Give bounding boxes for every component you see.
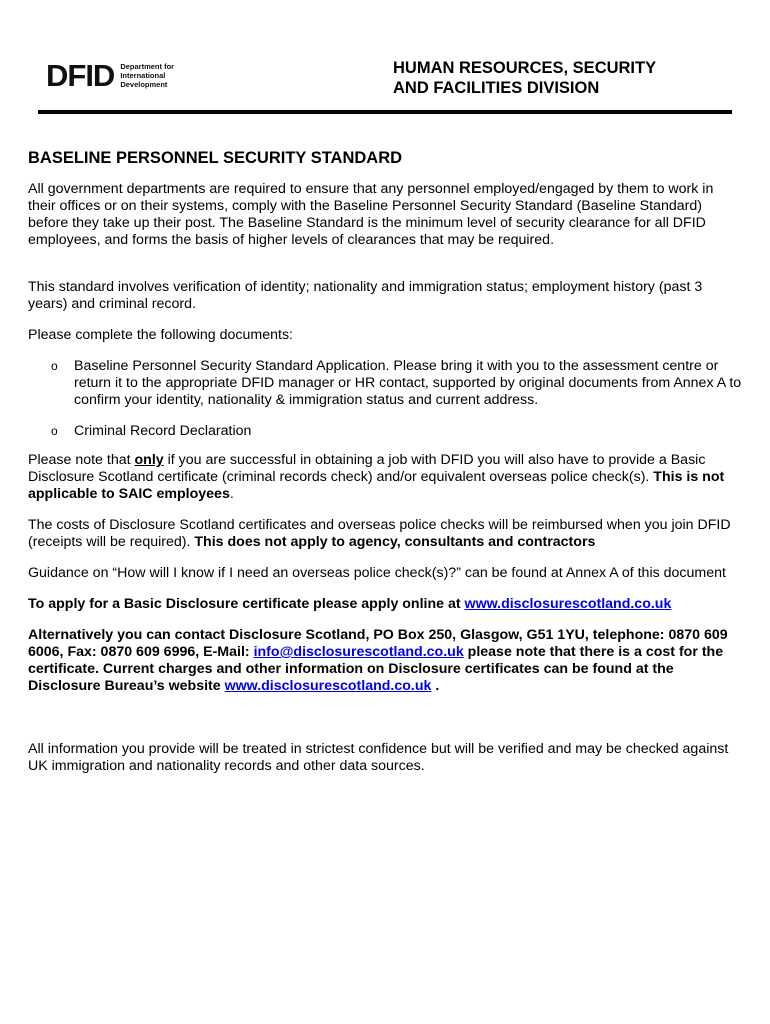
- text-run: .: [431, 678, 440, 694]
- intro-paragraph: All government departments are required to ensure that any personnel employed/engaged by them to work in their offices or on their systems, comply with the Baseline Personnel Security Standard (Baseline Standard) before they take up their post. The Baseline Standard is the minimum level of security clearance for all DFID employees, and forms the basis of higher levels of clearances that may be required.: [28, 181, 714, 248]
- documents-intro: Please complete the following documents:: [28, 327, 293, 343]
- division-line-1: HUMAN RESOURCES, SECURITY: [393, 59, 657, 77]
- document-title: BASELINE PERSONNEL SECURITY STANDARD: [28, 149, 403, 167]
- costs-exclusion-note: This does not apply to agency, consultants and contractors: [194, 534, 596, 550]
- logo-sub-line-2: International: [120, 71, 166, 80]
- apply-online-paragraph: [28, 596, 743, 613]
- dfid-logo-subtitle: [120, 62, 174, 89]
- document-body: [28, 148, 743, 775]
- text-run: The costs of Disclosure Scotland certificates and overseas police checks will be reimbursed when you join DFID (receipts will be required).: [28, 517, 731, 550]
- text-run: .: [229, 486, 234, 502]
- guidance-paragraph: Guidance on “How will I know if I need an overseas police check(s)?” can be found at Annex A of this document: [28, 565, 726, 581]
- dfid-logo: [46, 60, 174, 91]
- email-link[interactable]: info@disclosurescotland.co.uk: [253, 644, 464, 660]
- disclosure-note-paragraph: [28, 452, 743, 503]
- bullet-icon: o: [51, 424, 58, 438]
- confidentiality-paragraph: All information you provide will be treated in strictest confidence but will be verified and may be checked against UK immigration and nationality records and other data sources.: [28, 741, 729, 774]
- bullet-icon: o: [51, 359, 58, 373]
- list-item: [28, 423, 743, 440]
- header-rule: [38, 110, 732, 114]
- documents-list: [28, 358, 743, 440]
- list-item-text: Baseline Personnel Security Standard Application. Please bring it with you to the assessment centre or return it to the appropriate DFID manager or HR contact, supported by original documents from Annex A to confirm your identity, nationality & immigration status and current address.: [74, 358, 742, 408]
- text-run: Alternatively you can contact Disclosure Scotland, PO Box 250, Glasgow, G51 1YU, telephone: 0870 609 6006, Fax: 0870 609 6996, E-Mail:: [28, 627, 728, 660]
- text-run: To apply for a Basic Disclosure certificate please apply online at: [28, 596, 465, 612]
- text-run: please note that there is a cost for the certificate. Current charges and other information on Disclosure certificates can be found at the Disclosure Bureau’s website: [28, 644, 724, 694]
- disclosure-bureau-website-link[interactable]: www.disclosurescotland.co.uk: [224, 678, 432, 694]
- contact-paragraph: [28, 627, 743, 695]
- logo-sub-line-1: Department for: [120, 62, 175, 71]
- list-item-text: Criminal Record Declaration: [74, 423, 252, 439]
- text-run: Please note that: [28, 452, 135, 468]
- logo-sub-line-3: Development: [120, 80, 168, 89]
- standard-scope-paragraph: This standard involves verification of identity; nationality and immigration status; employment history (past 3 years) and criminal record.: [28, 279, 703, 312]
- disclosure-scotland-link[interactable]: www.disclosurescotland.co.uk: [464, 596, 672, 612]
- dfid-logo-mark: DFID: [46, 58, 115, 93]
- saic-note: This is not applicable to SAIC employees: [28, 469, 725, 502]
- list-item: [28, 358, 743, 409]
- text-run: if you are successful in obtaining a job with DFID you will also have to provide a Basic Disclosure Scotland certificate (criminal records check) and/or equivalent overseas police check(s).: [28, 452, 706, 485]
- costs-paragraph: [28, 517, 743, 551]
- division-line-2: AND FACILITIES DIVISION: [393, 79, 600, 97]
- division-heading: [393, 58, 656, 98]
- emphasis-only: only: [134, 452, 164, 468]
